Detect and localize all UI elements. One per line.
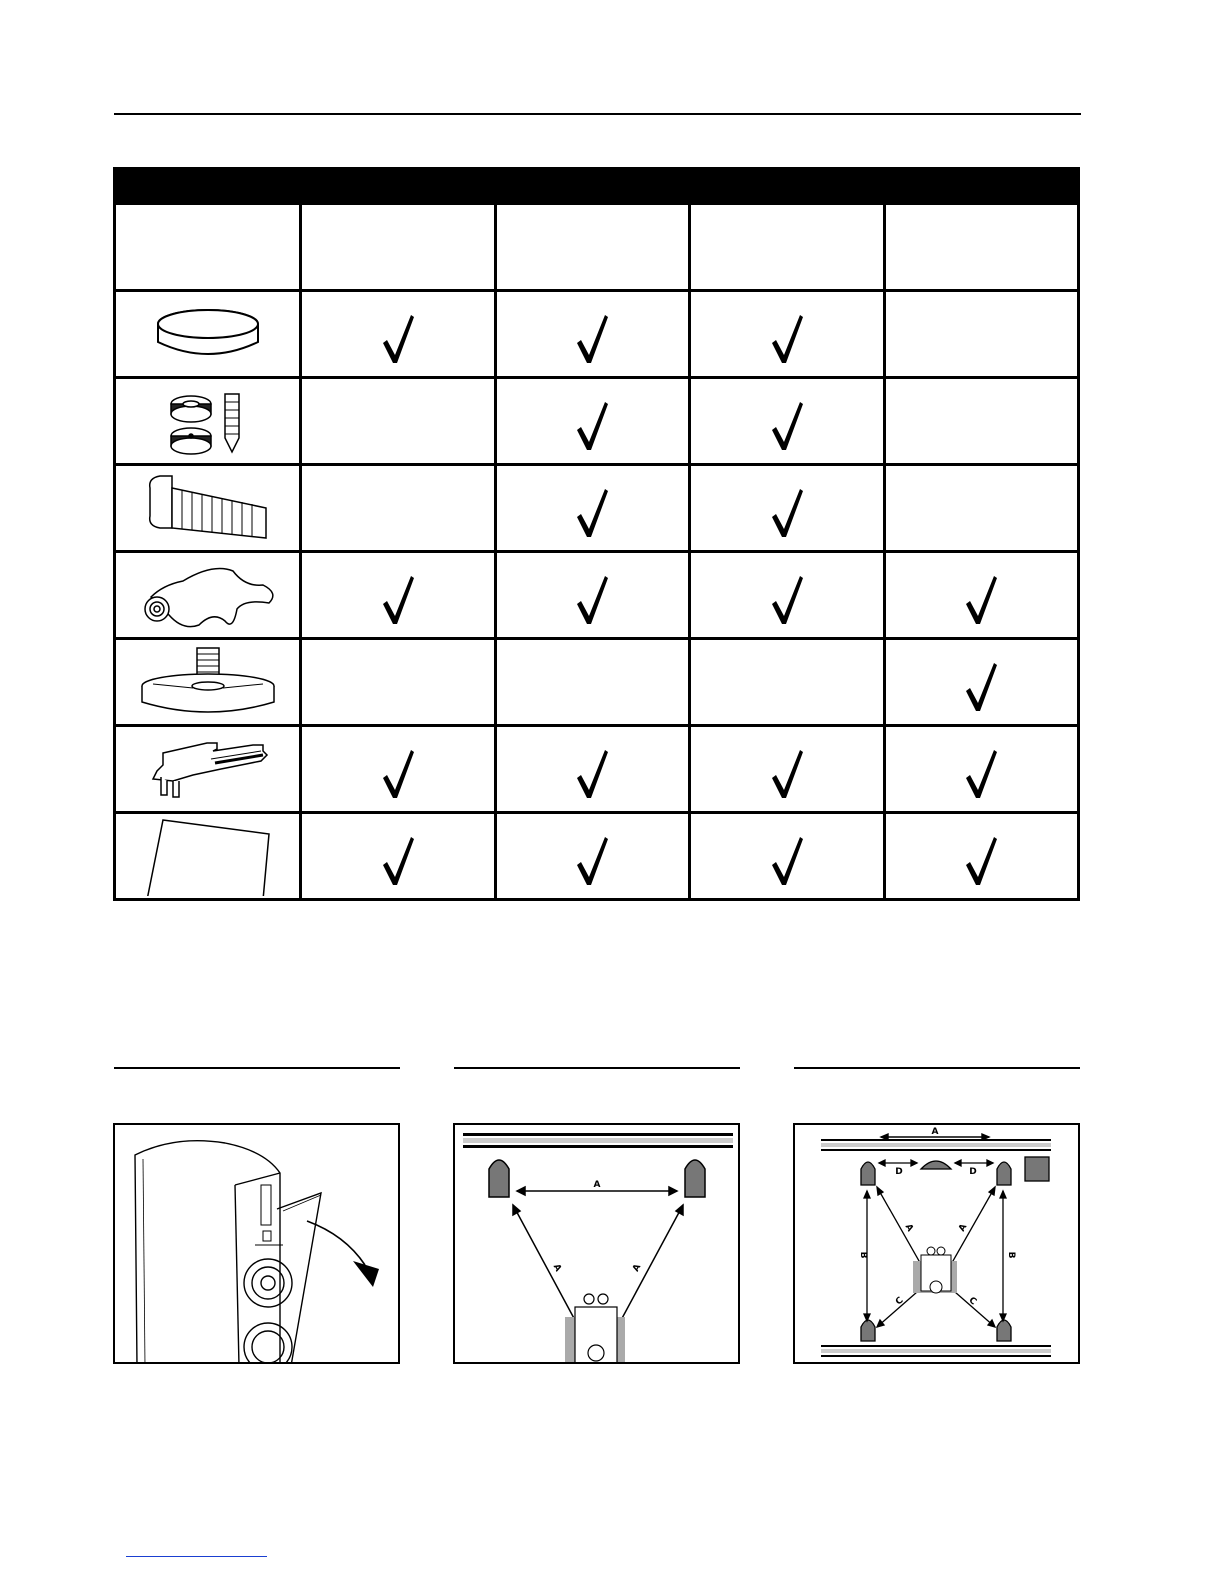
footer-link-rule [126,1556,267,1557]
model-4-cell [884,465,1078,552]
model-1-cell [301,552,495,639]
item-image-cell [115,639,301,726]
table-row [115,378,1079,465]
checkmark-icon [770,835,804,887]
center-speaker-icon [921,1161,951,1169]
surround-label-d-left: D [895,1167,903,1177]
subwoofer-icon [1025,1157,1049,1181]
checkmark-icon [770,313,804,365]
model-2-cell [495,291,689,378]
surround-label-b-left: B [858,1251,868,1259]
surround-label-a-right: A [957,1222,970,1234]
table-row [115,639,1079,726]
model-1-cell [301,726,495,813]
table-row [115,465,1079,552]
checkmark-icon [770,574,804,626]
table-header-bar [115,169,1079,204]
model-3-cell [690,639,884,726]
checkmark-icon [381,835,415,887]
header-cell-item [115,204,301,291]
rear-wall-line [821,1345,1051,1357]
model-2-cell [495,465,689,552]
jumper-bridge-icon [116,731,299,807]
front-right-speaker-icon [997,1162,1011,1185]
checkmark-icon [964,835,998,887]
item-image-cell [115,378,301,465]
model-3-cell [690,726,884,813]
rear-right-speaker-icon [997,1320,1011,1341]
header-cell-model-3 [690,204,884,291]
model-2-cell [495,813,689,900]
model-3-cell [690,813,884,900]
model-1-cell [301,813,495,900]
model-3-cell [690,291,884,378]
surround-label-c-left: C [893,1295,906,1308]
listener-icon [913,1247,957,1293]
model-4-cell [884,378,1078,465]
checkmark-icon [770,487,804,539]
header-cell-model-2 [495,204,689,291]
header-cell-model-1 [301,204,495,291]
checkmark-icon [575,487,609,539]
table-row [115,726,1079,813]
figure-stereo-placement [453,1123,740,1364]
bolt-icon [116,468,299,548]
checkmark-icon [381,748,415,800]
checkmark-icon [575,748,609,800]
model-3-cell [690,552,884,639]
stereo-label-a-top: A [593,1180,601,1190]
surround-label-d-right: D [969,1167,977,1177]
listener-icon [565,1294,625,1363]
model-3-cell [690,378,884,465]
checkmark-icon [381,574,415,626]
speaker-cabinet-illustration [135,1141,321,1364]
checkmark-icon [575,574,609,626]
figure-3-rule [794,1067,1080,1069]
surround-label-b-right: B [1006,1251,1016,1259]
figure-2-rule [454,1067,740,1069]
model-4-cell [884,291,1078,378]
surround-label-a-left: A [902,1222,915,1234]
checkmark-icon [964,748,998,800]
checkmark-icon [964,574,998,626]
stereo-label-a-right: A [631,1262,644,1274]
figure-1-rule [114,1067,400,1069]
figure-grille-removal [113,1123,400,1364]
model-4-cell [884,552,1078,639]
checkmark-icon [381,313,415,365]
table-row [115,813,1079,900]
header-rule [114,113,1081,115]
model-4-cell [884,813,1078,900]
header-cell-model-4 [884,204,1078,291]
item-image-cell [115,291,301,378]
model-1-cell [301,465,495,552]
checkmark-icon [575,400,609,452]
front-wall-line [821,1139,1051,1151]
manual-sheet-icon [116,816,299,896]
spike-set-icon [116,384,299,458]
base-plate-icon [116,644,299,720]
item-image-cell [115,726,301,813]
checkmark-icon [575,313,609,365]
cleaning-cloth-icon [116,557,299,633]
stereo-label-a-left: A [550,1262,563,1274]
item-image-cell [115,813,301,900]
rear-left-speaker-icon [861,1320,875,1341]
model-4-cell [884,639,1078,726]
model-2-cell [495,378,689,465]
checkmark-icon [575,835,609,887]
front-left-speaker-icon [861,1162,875,1185]
left-speaker-icon [489,1160,509,1197]
model-1-cell [301,291,495,378]
accessory-table [113,167,1080,901]
model-2-cell [495,552,689,639]
removal-arrow-icon [307,1221,379,1287]
wall-line [463,1133,733,1148]
model-4-cell [884,726,1078,813]
checkmark-icon [770,748,804,800]
table-row [115,291,1079,378]
model-3-cell [690,465,884,552]
felt-pad-icon [116,304,299,364]
model-2-cell [495,639,689,726]
table-row [115,552,1079,639]
item-image-cell [115,465,301,552]
checkmark-icon [964,661,998,713]
model-2-cell [495,726,689,813]
surround-label-c-right: C [966,1295,979,1308]
surround-label-a-top: A [931,1127,939,1137]
item-image-cell [115,552,301,639]
right-speaker-icon [685,1160,705,1197]
checkmark-icon [770,400,804,452]
table-model-header-row [115,204,1079,291]
model-1-cell [301,639,495,726]
model-1-cell [301,378,495,465]
figure-surround-placement [793,1123,1080,1364]
